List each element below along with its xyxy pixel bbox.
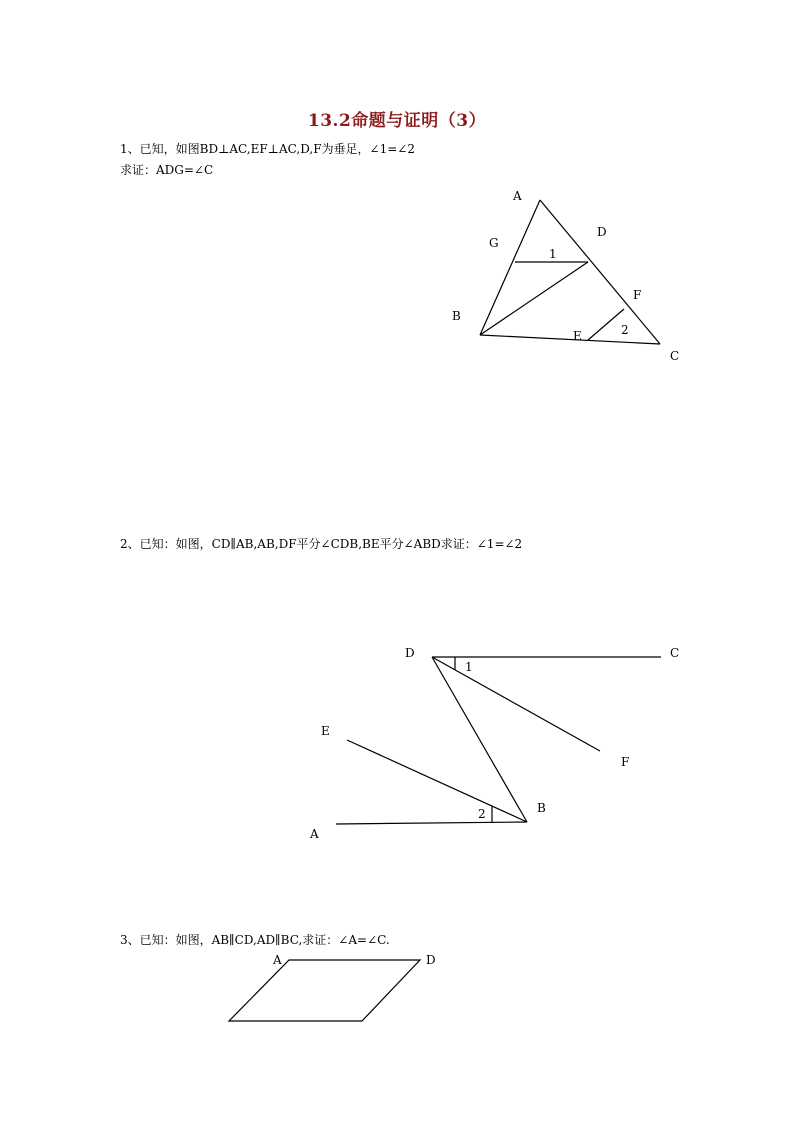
q2-label-a: A	[310, 827, 319, 841]
q2-line-df	[432, 657, 600, 751]
q2-label-c: C	[670, 646, 680, 660]
q1-label-c: C	[670, 349, 680, 363]
q2-angle-1: 1	[465, 660, 473, 674]
q1-statement: 1、已知，如图BD⊥AC,EF⊥AC,D,F为垂足，∠1=∠2	[120, 142, 415, 156]
q1-label-d: D	[597, 225, 607, 239]
q2-line-be	[347, 740, 527, 822]
q2-figure	[309, 646, 679, 841]
q2-label-e: E	[321, 724, 330, 738]
q3-label-a: A	[273, 953, 282, 967]
q1-side-ac	[540, 200, 660, 344]
q2-label-d: D	[405, 646, 415, 660]
q1-angle-2: 2	[621, 323, 629, 337]
q2-statement: 2、已知：如图，CD∥AB,AB,DF平分∠CDB,BE平分∠ABD求证：∠1=∠2	[120, 537, 523, 551]
q1-angle-1: 1	[549, 247, 557, 261]
q1-label-f: F	[633, 288, 642, 302]
q3-label-d: D	[426, 953, 436, 967]
q2-label-b: B	[537, 801, 546, 815]
q1-label-b: B	[452, 309, 461, 323]
q2-line-ab	[336, 822, 527, 824]
q2-angle-2: 2	[478, 807, 486, 821]
q1-figure	[452, 189, 679, 363]
q3-statement: 3、已知：如图，AB∥CD,AD∥BC,求证：∠A=∠C.	[120, 933, 390, 947]
q2-label-f: F	[621, 755, 630, 769]
q2-line-db	[432, 657, 527, 822]
q1-prove: 求证：ADG=∠C	[120, 163, 214, 177]
q1-label-e: E	[573, 329, 582, 343]
page-title: 13.2命题与证明（3）	[307, 111, 487, 131]
q3-parallelogram	[229, 960, 420, 1021]
q1-label-a: A	[513, 189, 522, 203]
q1-segment-ef	[588, 309, 624, 340]
q1-label-g: G	[489, 236, 499, 250]
q1-side-bc	[480, 335, 660, 344]
q3-figure	[229, 953, 436, 1021]
